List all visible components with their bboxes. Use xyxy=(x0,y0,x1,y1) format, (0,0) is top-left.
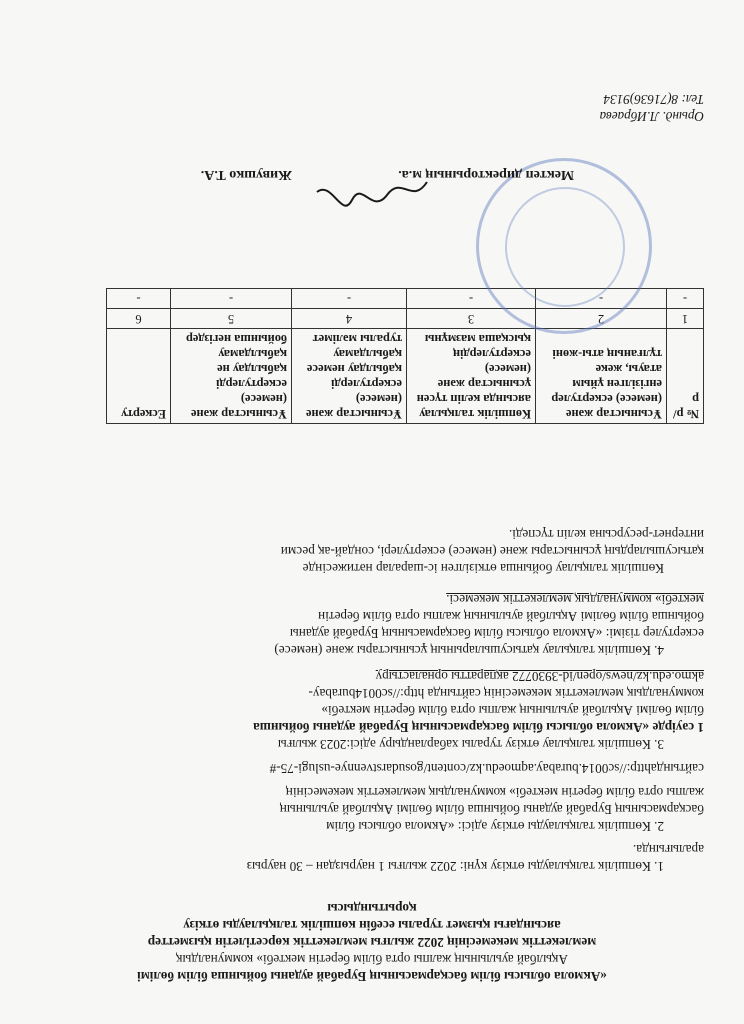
footer-phone: Тел: 8(71636)9134 xyxy=(603,92,704,107)
header-line-5: қорытындысы xyxy=(327,901,417,916)
table-cell: 2 xyxy=(536,309,667,329)
table-header-cell: Ұсыныстар және (немесе) ескертулер енгізілген ұйым атауы, жеке тұлғаның аты-жөні xyxy=(536,329,667,424)
signature-title: Мектеп директорының м.а. xyxy=(398,167,574,182)
item-2-line-1: 2. Көпшілік талқылауды өткізу әдісі: «Акмола облысы білім xyxy=(326,819,664,834)
item-4-line-4: мектебі» коммуналдық мемлекеттік мекемесі. xyxy=(446,592,704,607)
table-cell: 6 xyxy=(107,309,171,329)
item-4-line-1: 4. Көпшілік талқылау қатысушыларының ұсыныстары және (немесе) xyxy=(274,643,664,658)
signature-name: Живушко Т.А. xyxy=(200,167,292,182)
table-header-row xyxy=(107,329,704,424)
header-line-3: мемлекеттік мекемесінің 2022 жылғы мемлекеттік көрсетілетін қызметтер xyxy=(147,935,597,950)
header-line-4: аясындағы қызмет туралы есебін көпшілік талқылауды өткізу xyxy=(183,918,561,933)
official-stamp xyxy=(476,158,652,334)
item-1-line-1: 1. Көпшілік талқылауды өткізу күні: 2022 жылғы 1 наурыздан – 30 наурыз xyxy=(246,859,664,874)
note-line-3: интернет-ресурсына келіп түспеді. xyxy=(508,527,704,542)
note-line-1: Көпшілік талқылау бойынша өткізілген іс-шаралар нәтижесінде xyxy=(302,561,664,576)
table-cell: - xyxy=(171,289,292,309)
item-4-line-3: бойынша білім бөлімі Ақылбай ауылының жалпы орта білім беретін xyxy=(318,609,704,624)
table-cell: - xyxy=(667,289,704,309)
table-header-cell: Ескерту xyxy=(107,329,171,424)
table-header-cell: Ұсыныстар және (немесе) ескертулерді қабылдау не қабылдамау бойынша негіздер xyxy=(171,329,292,424)
table-header-cell: № р/р xyxy=(667,329,704,424)
table-cell: 1 xyxy=(667,309,704,329)
item-3-line-4: коммуналдық мемлекеттік мекемесінің сайтында http://sc0014burabay- xyxy=(308,686,704,701)
item-3-link[interactable]: akmo.edu.kz/news/open/id-3930772 ақпаратты орналастыру xyxy=(375,669,704,684)
table-cell: 3 xyxy=(407,309,536,329)
table-cell: - xyxy=(292,289,407,309)
item-3-line-1: 3. Көпшілік талқылау өткізу туралы хабарландыру әдісі:2023 жылғы xyxy=(277,737,664,752)
table-header-cell: Көпшілік талқылау аясында келіп түсен ұсыныстар және (немесе) ескертулердің қысқаша мазмұны xyxy=(407,329,536,424)
item-3-line-3: білім бөлімі Ақылбай ауылының жалпы орта білім беретін мектебі» xyxy=(321,703,704,718)
table-header-cell: Ұсыныстар және (немесе) ескертулерді қабылдау немесе қабылдамау туралы мәлімет xyxy=(292,329,407,424)
table-cell: 4 xyxy=(292,309,407,329)
item-1-line-2: аралығында. xyxy=(632,842,704,857)
item-4-line-2: ескертулер тізімі: «Акмола облысы білім басқармасының Бурабай ауданы xyxy=(289,626,704,641)
table-cell: - xyxy=(536,289,667,309)
note-line-2: қатысушылардың ұсыныстары және (немесе) ескертулері, сондай-ақ ресми xyxy=(280,544,704,559)
table-cell: - xyxy=(107,289,171,309)
header-line-1: «Акмола облысы білім басқармасының Бурабай ауданы бойынша білім бөлімі xyxy=(137,969,607,984)
item-3-line-2: 1 сәуірде «Акмола облысы білім басқармасының Бурабай ауданы бойынша xyxy=(253,720,704,735)
header-line-2: Ақылбай ауылының жалпы орта білім беретін мектебі» коммуналдық xyxy=(176,952,568,967)
footer-executor: Орынд. Л.Ибраева xyxy=(599,109,704,124)
table-cell: 5 xyxy=(171,309,292,329)
item-2-line-2: басқармасының Бурабай ауданы бойынша білім бөлімі Ақылбай ауылының xyxy=(279,802,704,817)
table-cell: - xyxy=(407,289,536,309)
item-2-line-3: жалпы орта білім беретін мектебі» коммуналдық мемлекеттік мекемесінің xyxy=(285,785,704,800)
item-2-link[interactable]: сайтындаhttp://sc0014.burabay.aqmoedu.kz/content/gosudarstvennye-uslugi-75-# xyxy=(269,761,704,776)
